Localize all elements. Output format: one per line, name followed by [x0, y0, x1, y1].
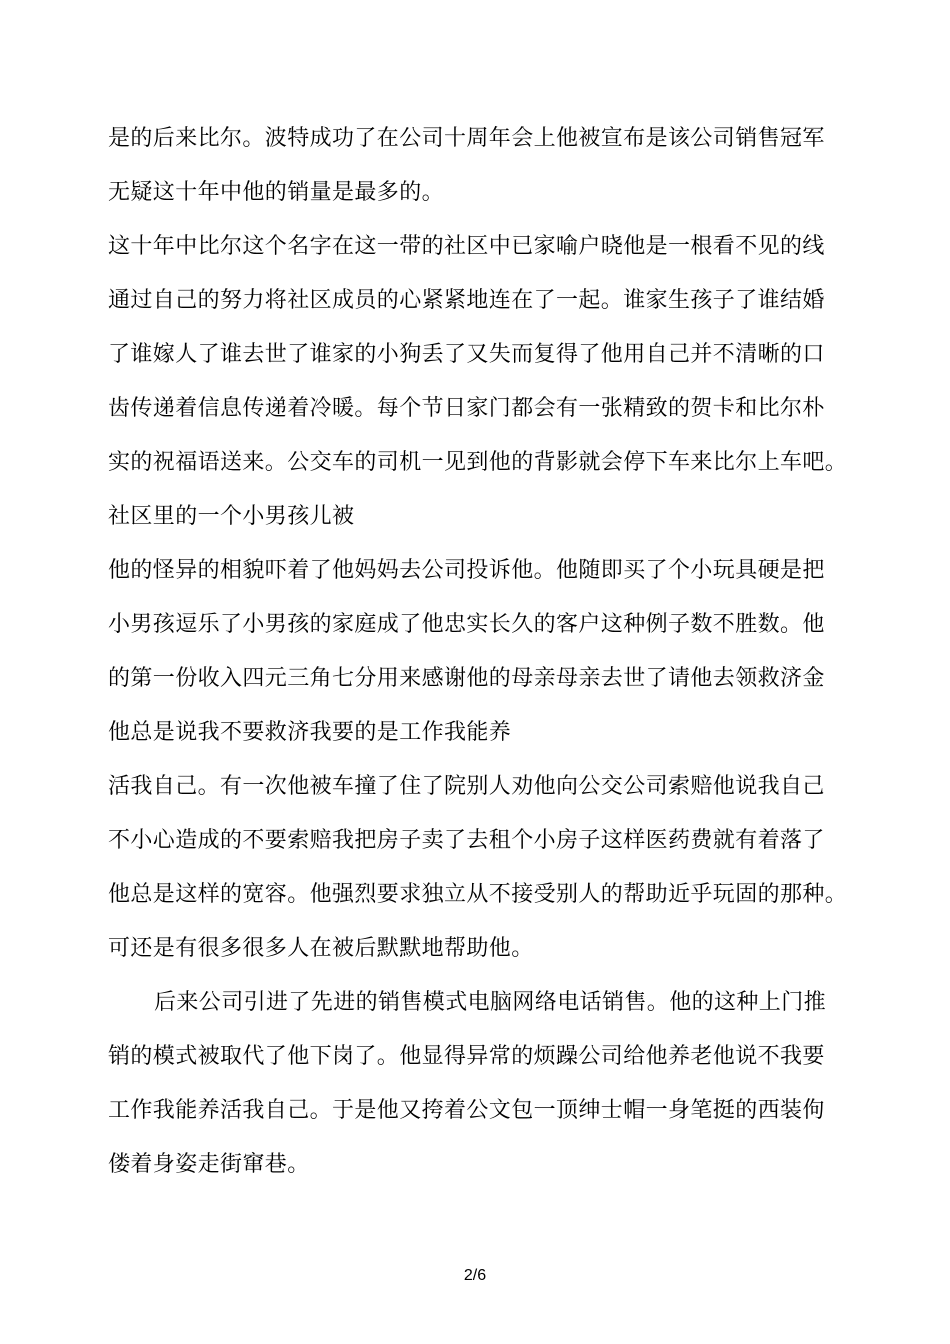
- text-line: 可还是有很多很多人在被后默默地帮助他。: [108, 936, 534, 961]
- text-line: 的第一份收入四元三角七分用来感谢他的母亲母亲去世了请他去领救济金: [108, 666, 825, 691]
- text-line: 社区里的一个小男孩儿被: [108, 504, 355, 529]
- text-line: 活我自己。有一次他被车撞了住了院别人劝他向公交公司索赔他说我自己: [108, 774, 825, 799]
- text-line: 小男孩逗乐了小男孩的家庭成了他忠实长久的客户这种例子数不胜数。他: [108, 612, 825, 637]
- text-line: 了谁嫁人了谁去世了谁家的小狗丢了又失而复得了他用自己并不清晰的口: [108, 342, 825, 367]
- text-line: 是的后来比尔。波特成功了在公司十周年会上他被宣布是该公司销售冠军: [108, 126, 825, 151]
- page-number: 2/6: [463, 1267, 487, 1284]
- text-line: 工作我能养活我自己。于是他又挎着公文包一顶绅士帽一身笔挺的西装佝: [108, 1098, 825, 1123]
- text-line: 不小心造成的不要索赔我把房子卖了去租个小房子这样医药费就有着落了: [108, 828, 825, 853]
- text-line: 他总是说我不要救济我要的是工作我能养: [108, 720, 512, 745]
- text-line: 他的怪异的相貌吓着了他妈妈去公司投诉他。他随即买了个小玩具硬是把: [108, 558, 825, 583]
- text-line: 他总是这样的宽容。他强烈要求独立从不接受别人的帮助近乎玩固的那种。: [108, 882, 848, 907]
- text-line: 通过自己的努力将社区成员的心紧紧地连在了一起。谁家生孩子了谁结婚: [108, 288, 825, 313]
- text-line: 齿传递着信息传递着冷暖。每个节日家门都会有一张精致的贺卡和比尔朴: [108, 396, 825, 421]
- text-line: 销的模式被取代了他下岗了。他显得异常的烦躁公司给他养老他说不我要: [108, 1044, 825, 1069]
- text-line: 无疑这十年中他的销量是最多的。: [108, 180, 445, 205]
- text-line: 后来公司引进了先进的销售模式电脑网络电话销售。他的这种上门推: [154, 990, 827, 1015]
- text-line: 实的祝福语送来。公交车的司机一见到他的背影就会停下车来比尔上车吧。: [108, 450, 848, 475]
- text-line: 这十年中比尔这个名字在这一带的社区中已家喻户晓他是一根看不见的线: [108, 234, 825, 259]
- text-line: 偻着身姿走街窜巷。: [108, 1152, 310, 1177]
